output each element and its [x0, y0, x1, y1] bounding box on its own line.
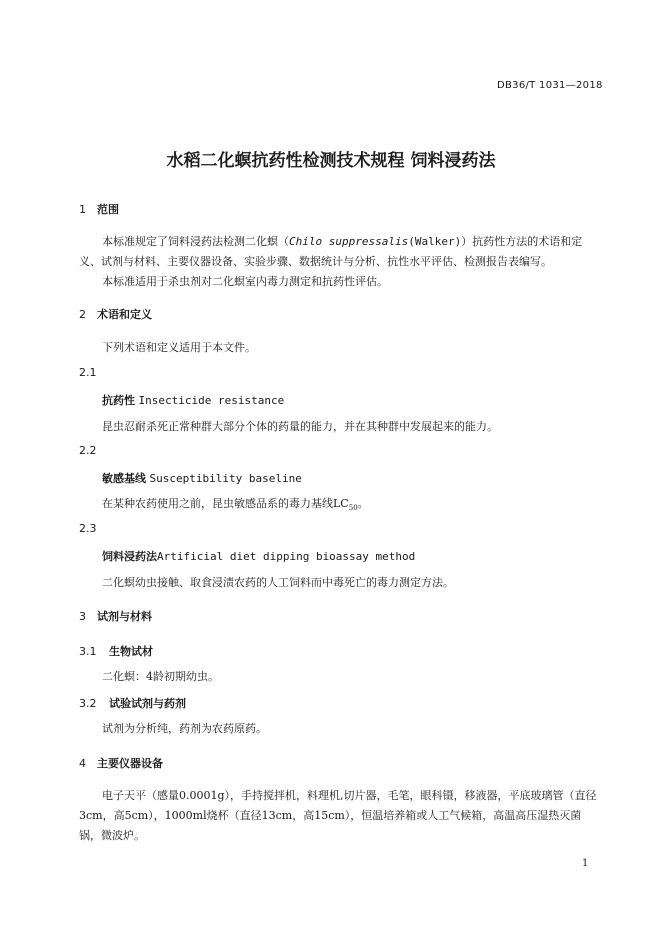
- applicability-paragraph: 本标准适用于杀虫剂对二化螟室内毒力测定和抗药性评估。: [102, 275, 388, 288]
- term-zh: 抗药性: [102, 394, 135, 407]
- section-3-heading: [79, 608, 152, 624]
- section-1-heading: [79, 201, 119, 217]
- term-2-2-definition: [102, 495, 369, 512]
- section-title: 试剂与材料: [97, 610, 152, 623]
- scope-text-pre: 本标准规定了饲料浸药法检测二化螟（: [102, 235, 289, 248]
- species-latin-name: Chilo suppressalis: [289, 235, 409, 248]
- scope-paragraph: [79, 232, 599, 272]
- section-2-heading: [79, 306, 152, 322]
- section-title: 范围: [97, 203, 119, 216]
- section-title: 术语和定义: [97, 308, 152, 321]
- term-2-1: [102, 392, 284, 408]
- term-zh: 饲料浸药法: [102, 550, 157, 563]
- term-en: Artificial diet dipping bioassay method: [157, 550, 416, 563]
- term-zh: 敏感基线: [102, 472, 146, 485]
- subsection-3-2-text: 试剂为分析纯，药剂为农药原药。: [102, 722, 267, 735]
- section-1-body: [79, 232, 599, 292]
- lc-subscript: 50: [348, 504, 358, 513]
- page-title: 水稻二化螟抗药性检测技术规程 饲料浸药法: [166, 151, 496, 171]
- subsection-number: 3.1: [79, 645, 97, 658]
- section-title: 主要仪器设备: [97, 757, 163, 770]
- section-number: 2: [79, 308, 86, 321]
- equipment-paragraph: 电子天平（感量0.0001g），手持搅拌机，料理机,切片器，毛笔，眼科镊，移液器，平底玻璃管（直径3cm，高5cm），1000ml烧杯（直径13cm，高15cm），恒温培养箱或人工气候箱，高温高压湿热灭菌锅，微波炉。: [79, 789, 597, 842]
- subsection-3-1-text: 二化螟：4龄初期幼虫。: [102, 670, 219, 683]
- definition-text: 在某种农药使用之前，昆虫敏感品系的毒力基线LC: [102, 497, 349, 510]
- subsection-3-2-heading: [79, 695, 186, 711]
- term-2-2: [102, 470, 302, 486]
- subsection-3-1-heading: [79, 643, 153, 659]
- term-en: Susceptibility baseline: [149, 472, 302, 485]
- term-2-3: [102, 548, 415, 564]
- subsection-number: 3.2: [79, 697, 97, 710]
- page-number: 1: [582, 858, 589, 869]
- section-number: 3: [79, 610, 86, 623]
- term-2-1-number: 2.1: [79, 366, 97, 379]
- term-2-3-definition: 二化螟幼虫接触、取食浸渍农药的人工饲料而中毒死亡的毒力测定方法。: [102, 576, 454, 589]
- document-number: DB36/T 1031—2018: [497, 80, 603, 91]
- scope-text-post: ）抗药性方法的术语和定义、试剂与材料、主要仪器设备、实验步骤、数据统计与分析、抗性水平评估、检测报告表编写。: [79, 235, 583, 268]
- species-author: (Walker): [408, 235, 462, 248]
- terms-intro: 下列术语和定义适用于本文件。: [102, 341, 256, 354]
- subsection-title: 试验试剂与药剂: [109, 697, 186, 710]
- section-number: 4: [79, 757, 86, 770]
- term-2-2-number: 2.2: [79, 444, 97, 457]
- term-2-1-definition: 昆虫忍耐杀死正常种群大部分个体的药量的能力，并在其种群中发展起来的能力。: [102, 420, 498, 433]
- subsection-title: 生物试材: [109, 645, 153, 658]
- term-en: Insecticide resistance: [138, 394, 285, 407]
- term-2-3-number: 2.3: [79, 522, 97, 535]
- section-number: 1: [79, 203, 86, 216]
- definition-end: 。: [357, 497, 369, 510]
- section-4-body: [79, 786, 599, 846]
- section-4-heading: [79, 755, 163, 771]
